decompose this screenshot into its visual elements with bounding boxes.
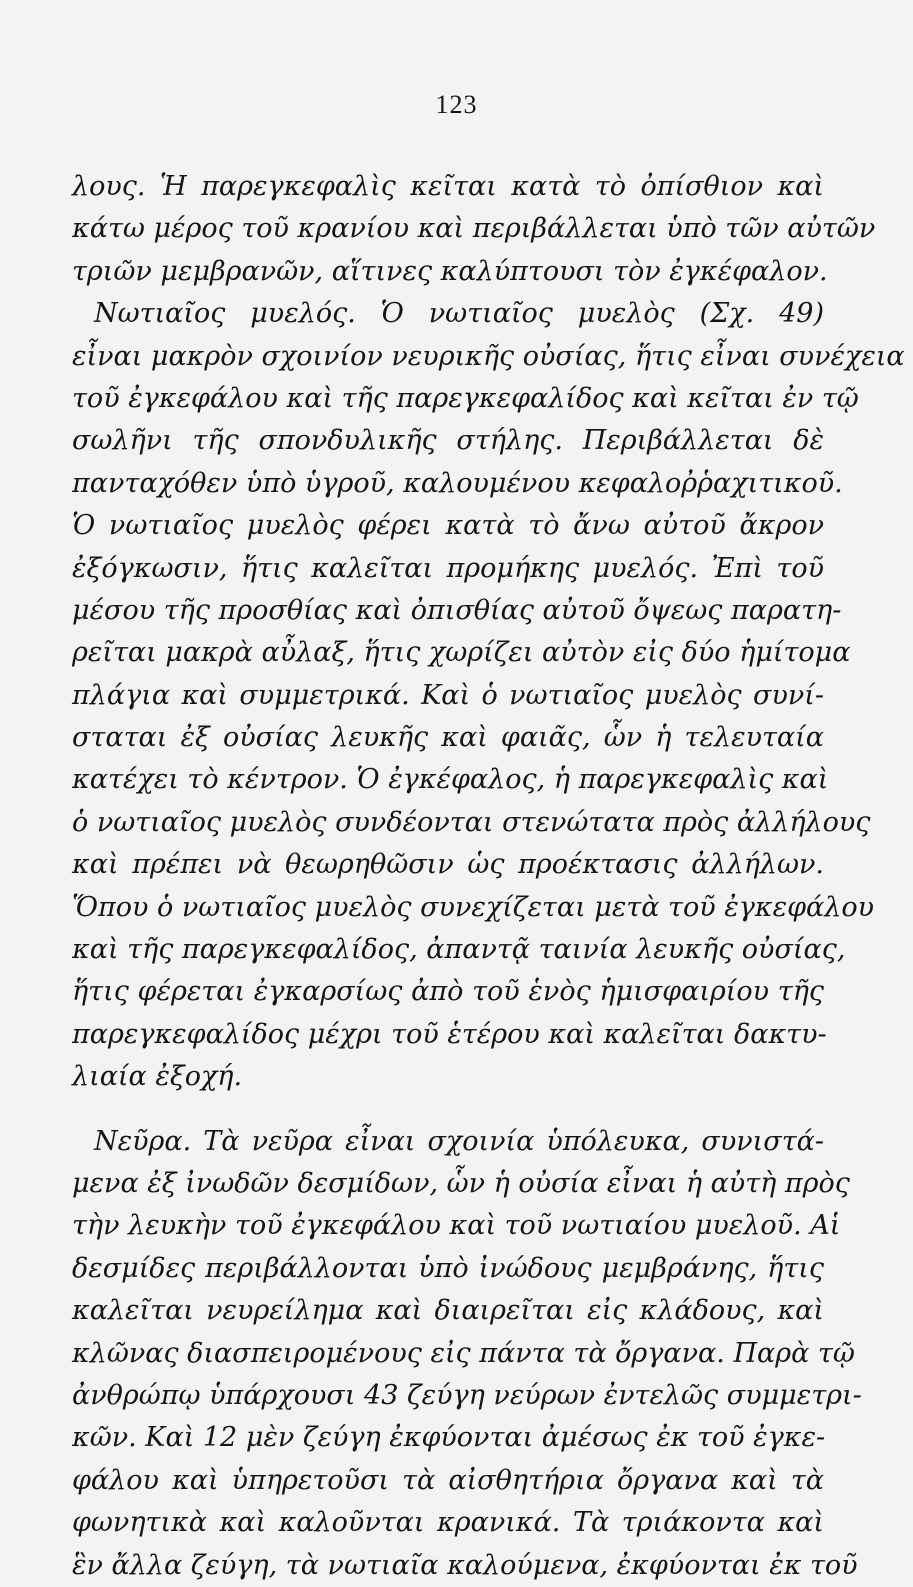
text-line: παρεγκεφαλίδος μέχρι τοῦ ἑτέρου καὶ καλεῖται δακτυ- <box>72 1018 827 1050</box>
text-line: δεσμίδες περιβάλλονται ὑπὸ ἰνώδους μεμβράνης, ἥτις <box>72 1252 824 1284</box>
text-line: ἀνθρώπῳ ὑπάρχουσι 43 ζεύγη νεύρων ἐντελῶς συμμετρι- <box>72 1379 862 1411</box>
text-line: κλῶνας διασπειρομένους εἰς πάντα τὰ ὄργανα. Παρὰ τῷ <box>72 1337 855 1369</box>
paragraph <box>72 166 876 293</box>
text-line: ἐξόγκωσιν, ἥτις καλεῖται προμήκης μυελός. Ἐπὶ τοῦ <box>72 552 824 584</box>
text-line: πανταχόθεν ὑπὸ ὑγροῦ, καλουμένου κεφαλοῤῥαχιτικοῦ. <box>72 467 843 499</box>
body-text <box>72 166 905 1587</box>
text-line: τοῦ ἐγκεφάλου καὶ τῆς παρεγκεφαλίδος καὶ κεῖται ἐν τῷ <box>72 382 859 414</box>
text-line: ἓν ἄλλα ζεύγη, τὰ νωτιαῖα καλούμενα, ἐκφύονται ἐκ τοῦ <box>72 1549 858 1581</box>
text-line: τὴν λευκὴν τοῦ ἐγκεφάλου καὶ τοῦ νωτιαίου μυελοῦ. Αἱ <box>72 1210 841 1242</box>
text-line: κατέχει τὸ κέντρον. Ὁ ἐγκέφαλος, ἡ παρεγκεφαλὶς καὶ <box>72 764 829 796</box>
text-line: καλεῖται νευρείλημα καὶ διαιρεῖται εἰς κλάδους, καὶ <box>72 1295 824 1327</box>
text-line: ὁ νωτιαῖος μυελὸς συνδέονται στενώτατα πρὸς ἀλλήλους <box>72 806 871 838</box>
text-line: κῶν. Καὶ 12 μὲν ζεύγη ἐκφύονται ἀμέσως ἐκ τοῦ ἐγκε- <box>72 1422 826 1454</box>
text-line: μενα ἐξ ἰνωδῶν δεσμίδων, ὧν ἡ οὐσία εἶναι ἡ αὐτὴ πρὸς <box>72 1167 850 1199</box>
text-line: ρεῖται μακρὰ αὖλαξ, ἥτις χωρίζει αὐτὸν εἰς δύο ἡμίτομα <box>72 637 851 669</box>
text-line: καὶ τῆς παρεγκεφαλίδος, ἀπαντᾷ ταινία λευκῆς οὐσίας, <box>72 934 846 966</box>
text-line: σωλῆνι τῆς σπονδυλικῆς στήλης. Περιβάλλεται δὲ <box>72 425 824 457</box>
text-line: φωνητικὰ καὶ καλοῦνται κρανικά. Τὰ τριάκοντα καὶ <box>72 1507 824 1539</box>
text-line: ἥτις φέρεται ἐγκαρσίως ἀπὸ τοῦ ἑνὸς ἡμισφαιρίου τῆς <box>72 976 824 1008</box>
text-line: σταται ἐξ οὐσίας λευκῆς καὶ φαιᾶς, ὧν ἡ τελευταία <box>72 722 824 754</box>
text-line: κάτω μέρος τοῦ κρανίου καὶ περιβάλλεται ὑπὸ τῶν αὐτῶν <box>72 213 876 245</box>
text-line: μέσου τῆς προσθίας καὶ ὀπισθίας αὐτοῦ ὄψεως παρατη- <box>72 594 842 626</box>
paragraph-gap <box>72 1099 824 1121</box>
paragraph <box>72 293 905 1098</box>
text-line: πλάγια καὶ συμμετρικά. Καὶ ὁ νωτιαῖος μυελὸς συνί- <box>72 679 824 711</box>
text-line: Ὁ νωτιαῖος μυελὸς φέρει κατὰ τὸ ἄνω αὐτοῦ ἄκρον <box>72 510 824 542</box>
text-line: καὶ πρέπει νὰ θεωρηθῶσιν ὡς προέκτασις ἀλλήλων. <box>72 849 824 881</box>
text-line: εἶναι μακρὸν σχοινίον νευρικῆς οὐσίας, ἥτις εἶναι συνέχεια <box>72 340 905 372</box>
text-line: λους. Ἡ παρεγκεφαλὶς κεῖται κατὰ τὸ ὀπίσθιον καὶ <box>72 171 824 202</box>
page-number: 123 <box>435 90 478 119</box>
paragraph <box>72 1121 862 1587</box>
text-line: Νεῦρα. Τὰ νεῦρα εἶναι σχοινία ὑπόλευκα, συνιστά- <box>94 1125 824 1157</box>
text-line: φάλου καὶ ὑπηρετοῦσι τὰ αἰσθητήρια ὄργανα καὶ τὰ <box>72 1464 824 1496</box>
text-line: λιαία ἐξοχή. <box>72 1061 243 1093</box>
text-line: τριῶν μεμβρανῶν, αἵτινες καλύπτουσι τὸν ἐγκέφαλον. <box>72 255 828 287</box>
text-line: Νωτιαῖος μυελός. Ὁ νωτιαῖος μυελὸς (Σχ. 49) <box>94 298 824 330</box>
text-line: Ὅπου ὁ νωτιαῖος μυελὸς συνεχίζεται μετὰ τοῦ ἐγκεφάλου <box>72 891 874 923</box>
